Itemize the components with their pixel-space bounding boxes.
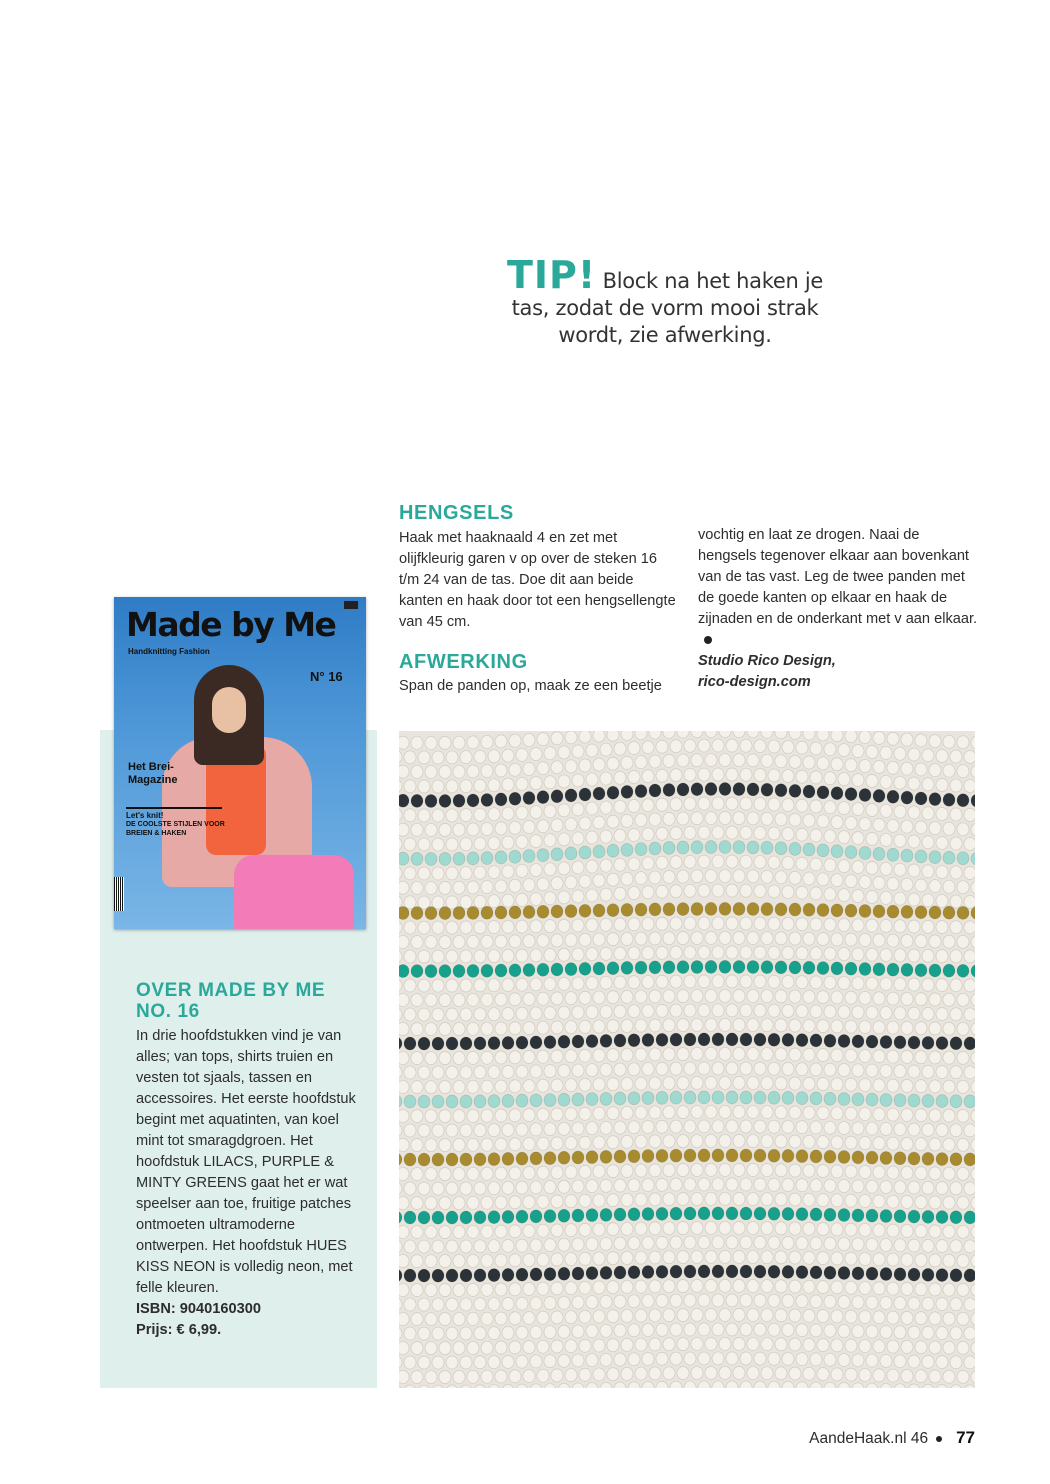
afwerking-text-continued: vochtig en laat ze drogen. Naai de hengsels tegenover elkaar aan bovenkant van de tas vast. Leg de twee panden met de goede kanten op elkaar en haak de zijnaden en de onderkant met v aan elkaar. xyxy=(698,527,978,627)
over-section xyxy=(136,980,361,1341)
column-right xyxy=(698,525,978,693)
page-footer xyxy=(809,1428,975,1448)
over-text: In drie hoofdstukken vind je van alles; van tops, shirts truien en vesten tot sjaals, tassen en accessoires. Het eerste hoofdstuk begint met aquatinten, van koel mint tot smaragdgroen. Het hoofdstuk LILACS, PURPLE & MINTY GREENS gaat het er wat speelser aan toe, fruitige patches ontmoeten ultramoderne ontwerpen. Het hoofdstuk HUES KISS NEON is volledig neon, met felle kleuren. xyxy=(136,1028,356,1296)
cover-model-pants xyxy=(234,855,354,929)
cover-magazine-label: Het Brei-Magazine xyxy=(128,761,178,786)
crochet-pattern-illustration xyxy=(399,731,975,1388)
credit-name: Studio Rico Design, xyxy=(698,653,836,669)
afwerking-heading: AFWERKING xyxy=(399,651,528,673)
cover-subtitle: Handknitting Fashion xyxy=(128,647,210,656)
crochet-bag-photo xyxy=(399,731,975,1388)
tip-text: Block na het haken je tas, zodat de vorm mooi strak wordt, zie afwerking. xyxy=(511,269,824,347)
end-mark-icon xyxy=(704,636,712,644)
over-price: Prijs: € 6,99. xyxy=(136,1322,222,1338)
barcode-icon xyxy=(114,877,124,911)
footer-bullet-icon xyxy=(936,1436,942,1442)
column-left xyxy=(399,502,677,697)
afwerking-text-part1: Span de panden op, maak ze een beetje xyxy=(399,678,662,694)
cover-headline-block xyxy=(126,809,236,838)
over-isbn: ISBN: 9040160300 xyxy=(136,1301,261,1317)
magazine-cover xyxy=(114,597,366,929)
tip-label: TIP! xyxy=(506,253,597,297)
tip-box xyxy=(490,253,840,349)
cover-issue: N° 16 xyxy=(310,669,343,684)
cover-headline: DE COOLSTE STIJLEN VOOR BREIEN & HAKEN xyxy=(126,821,225,837)
cover-title: Made by Me xyxy=(126,605,336,644)
publisher-badge-icon xyxy=(344,601,358,609)
hengsels-text: Haak met haaknaald 4 en zet met olijfkleurig garen v op over de steken 16 t/m 24 van de tas. Doe dit aan beide kanten en haak door tot een hengsellengte van 45 cm. xyxy=(399,530,676,630)
footer-site: AandeHaak.nl 46 xyxy=(809,1430,929,1447)
afwerking-text-part2 xyxy=(698,525,978,651)
credit-url[interactable]: rico-design.com xyxy=(698,674,811,690)
over-heading: OVER MADE BY ME NO. 16 xyxy=(136,980,326,1022)
page-number: 77 xyxy=(956,1428,975,1447)
cover-model-face xyxy=(212,687,246,733)
cover-tagline: Let's knit! xyxy=(126,811,164,820)
hengsels-heading: HENGSELS xyxy=(399,502,514,524)
